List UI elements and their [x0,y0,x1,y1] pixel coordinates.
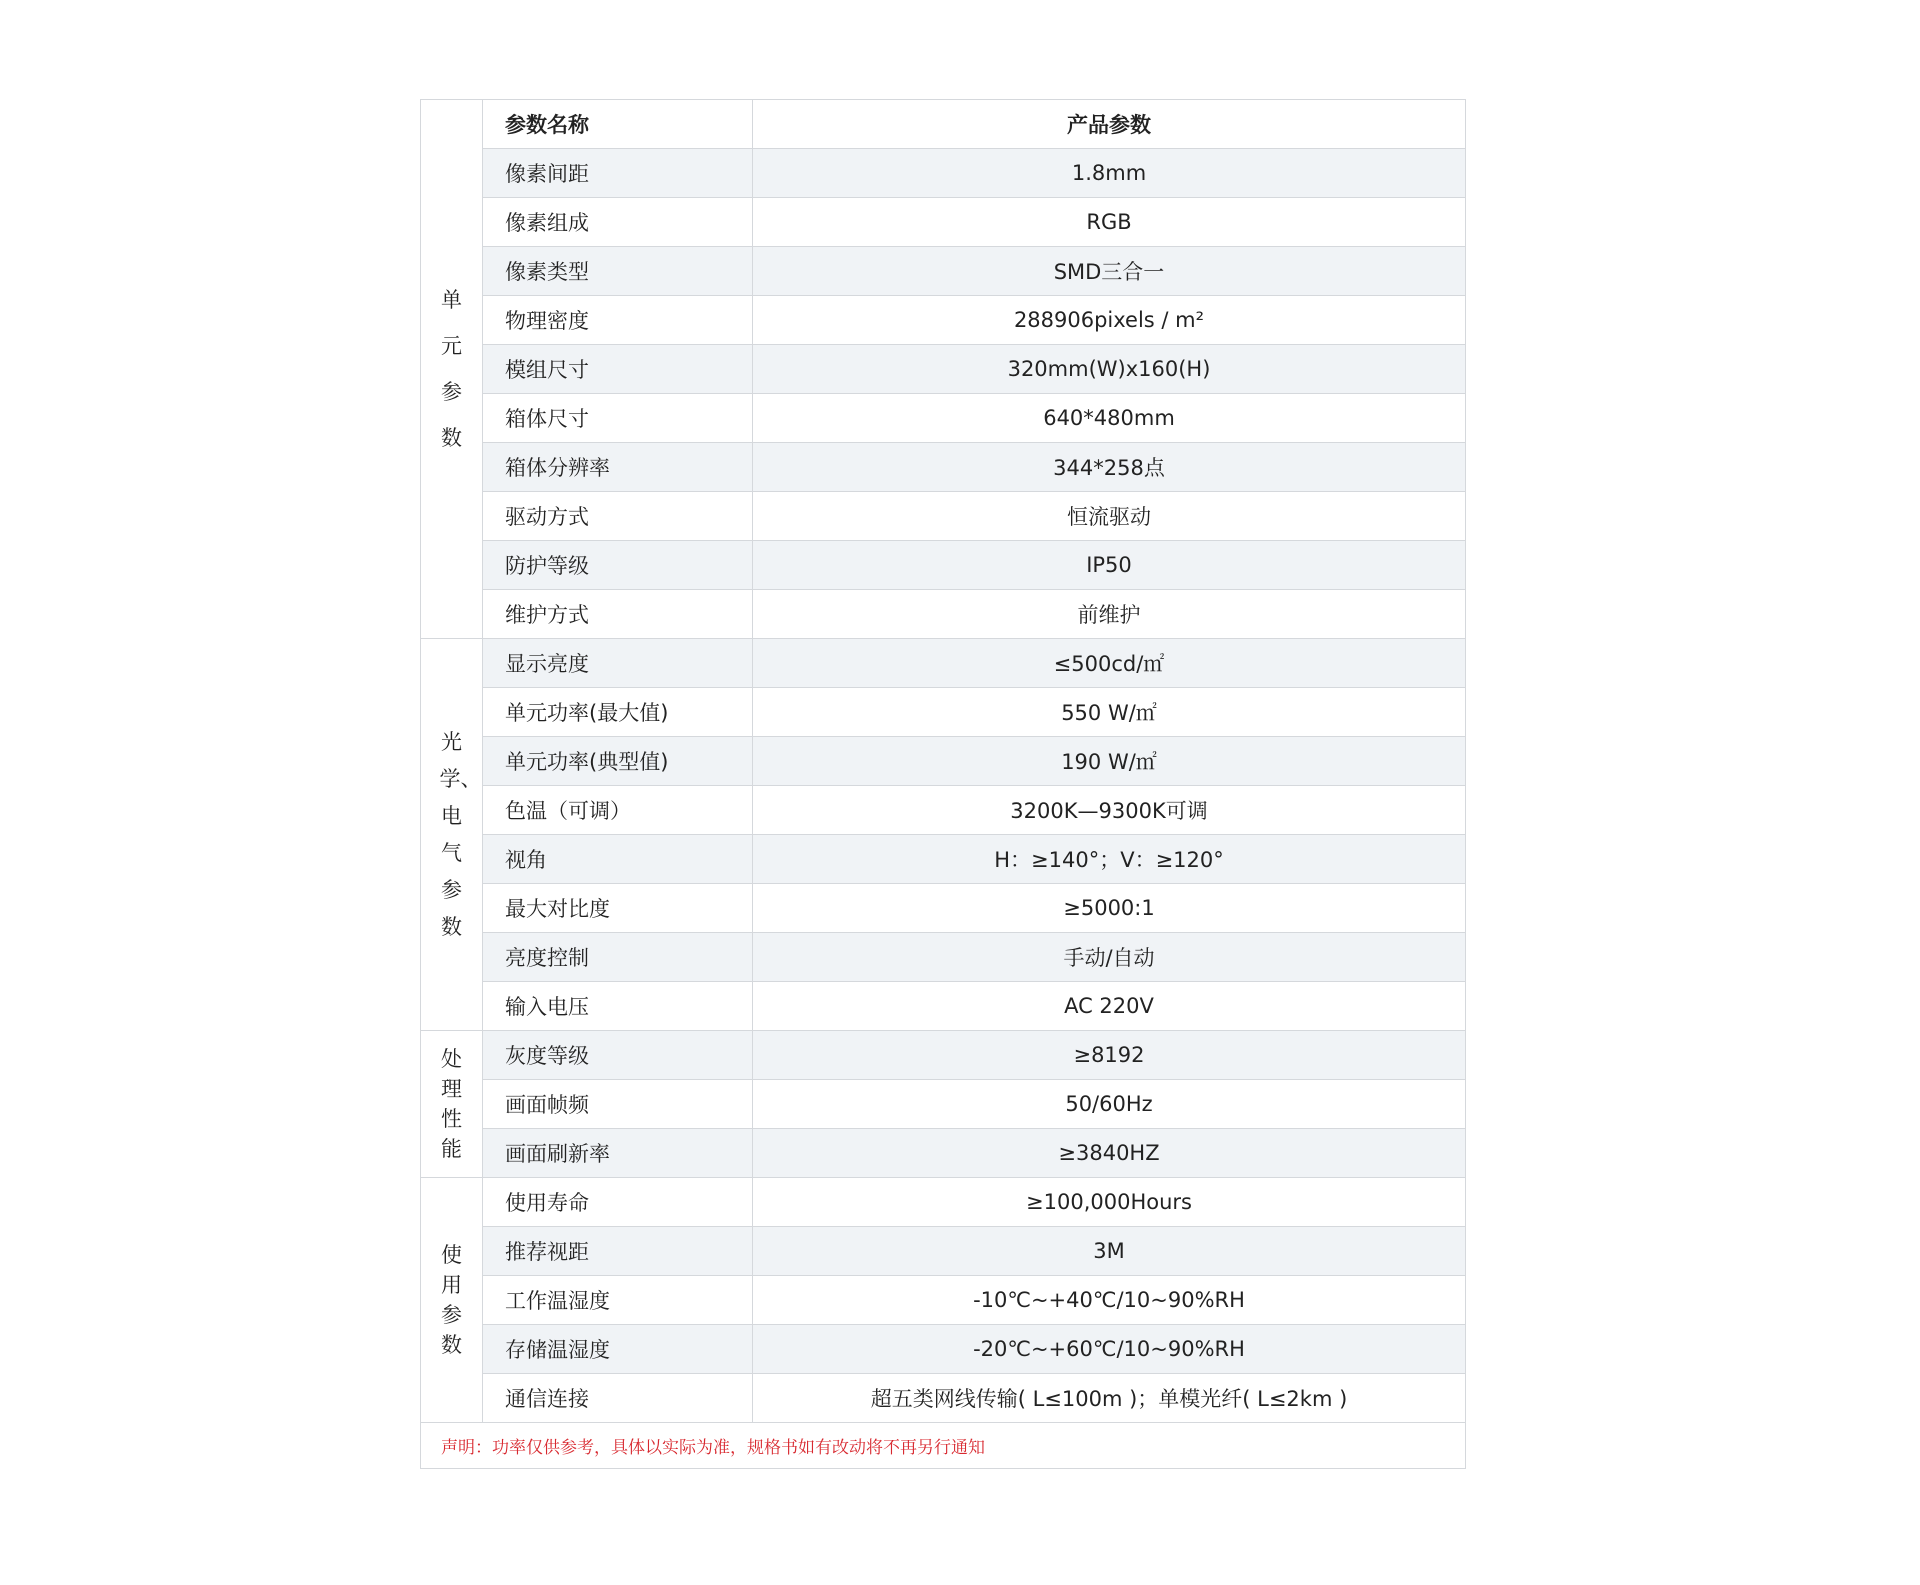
table-row [421,688,1466,737]
param-name: 使用寿命 [483,1178,753,1227]
param-name: 显示亮度 [483,639,753,688]
table-row [421,1031,1466,1080]
param-name: 像素组成 [483,198,753,247]
param-value: 288906pixels / m² [753,296,1466,345]
spec-table [420,99,1466,1469]
table-row [421,345,1466,394]
note-row [421,1423,1466,1469]
param-name: 存储温湿度 [483,1325,753,1374]
param-value: ≥8192 [753,1031,1466,1080]
table-row [421,884,1466,933]
group-cell-0 [421,100,483,639]
table-row [421,590,1466,639]
group-cell-2 [421,1031,483,1178]
param-value: 640*480mm [753,394,1466,443]
group-label: 光学、电气参数 [439,729,482,939]
param-name: 箱体尺寸 [483,394,753,443]
table-row [421,443,1466,492]
group-label: 使用参数 [441,1243,462,1357]
table-row [421,198,1466,247]
param-name: 视角 [483,835,753,884]
spec-table-body [421,100,1466,1469]
table-row [421,1080,1466,1129]
param-name: 像素类型 [483,247,753,296]
param-name: 灰度等级 [483,1031,753,1080]
param-name: 亮度控制 [483,933,753,982]
param-value: ≤500cd/㎡ [753,639,1466,688]
table-row [421,1276,1466,1325]
table-row [421,247,1466,296]
param-value: 190 W/㎡ [753,737,1466,786]
param-name: 色温（可调） [483,786,753,835]
param-value: 超五类网线传输( L≤100m )；单模光纤( L≤2km ) [753,1374,1466,1423]
group-cell-3 [421,1178,483,1423]
group-label: 单元参数 [441,288,462,450]
param-name: 模组尺寸 [483,345,753,394]
header-row [421,100,1466,149]
table-row [421,1129,1466,1178]
table-row [421,737,1466,786]
param-name: 最大对比度 [483,884,753,933]
table-row [421,296,1466,345]
param-name: 单元功率(最大值) [483,688,753,737]
table-row [421,541,1466,590]
table-row [421,492,1466,541]
table-row [421,1374,1466,1423]
param-value: RGB [753,198,1466,247]
param-name: 通信连接 [483,1374,753,1423]
param-value: 320mm(W)x160(H) [753,345,1466,394]
param-name: 防护等级 [483,541,753,590]
param-name: 箱体分辨率 [483,443,753,492]
table-row [421,933,1466,982]
param-value: 3M [753,1227,1466,1276]
group-label: 处理性能 [441,1047,462,1161]
table-row [421,149,1466,198]
param-value: 3200K—9300K可调 [753,786,1466,835]
table-row [421,394,1466,443]
param-name: 推荐视距 [483,1227,753,1276]
table-row [421,982,1466,1031]
param-value: 1.8mm [753,149,1466,198]
param-value: -20℃~+60℃/10~90%RH [753,1325,1466,1374]
param-value: 前维护 [753,590,1466,639]
table-row [421,1325,1466,1374]
header-name: 参数名称 [483,100,753,149]
param-name: 物理密度 [483,296,753,345]
param-name: 维护方式 [483,590,753,639]
param-value: 550 W/㎡ [753,688,1466,737]
table-row [421,835,1466,884]
param-value: -10℃~+40℃/10~90%RH [753,1276,1466,1325]
param-value: ≥5000:1 [753,884,1466,933]
param-name: 单元功率(典型值) [483,737,753,786]
param-value: SMD三合一 [753,247,1466,296]
param-value: IP50 [753,541,1466,590]
param-name: 画面帧频 [483,1080,753,1129]
param-name: 工作温湿度 [483,1276,753,1325]
table-row [421,786,1466,835]
disclaimer-note: 声明：功率仅供参考，具体以实际为准，规格书如有改动将不再另行通知 [421,1423,1466,1469]
param-name: 像素间距 [483,149,753,198]
param-value: 手动/自动 [753,933,1466,982]
param-name: 驱动方式 [483,492,753,541]
param-value: ≥100,000Hours [753,1178,1466,1227]
group-cell-1 [421,639,483,1031]
param-value: ≥3840HZ [753,1129,1466,1178]
param-name: 输入电压 [483,982,753,1031]
param-value: 344*258点 [753,443,1466,492]
param-value: 恒流驱动 [753,492,1466,541]
param-value: H：≥140°；V：≥120° [753,835,1466,884]
param-value: AC 220V [753,982,1466,1031]
param-name: 画面刷新率 [483,1129,753,1178]
header-value: 产品参数 [753,100,1466,149]
table-row [421,1178,1466,1227]
table-row [421,1227,1466,1276]
table-row [421,639,1466,688]
param-value: 50/60Hz [753,1080,1466,1129]
